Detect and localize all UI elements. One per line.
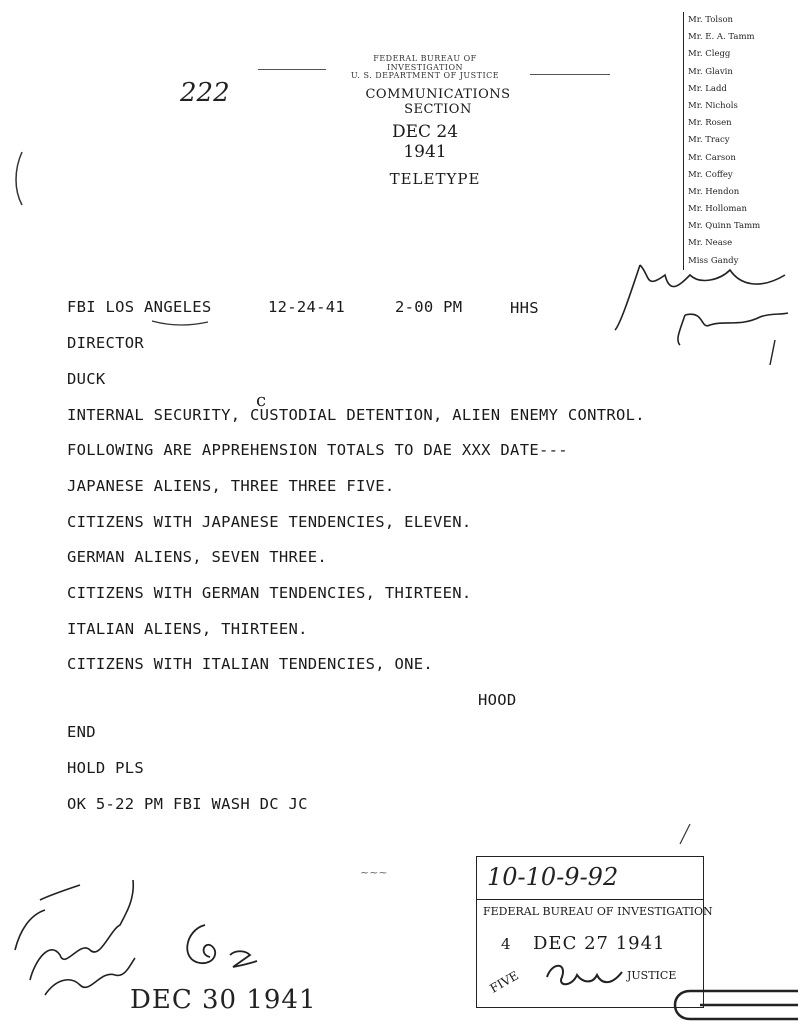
pencil-slash	[676, 822, 696, 848]
message-line: ITALIAN ALIENS, THIRTEEN.	[67, 620, 308, 638]
paperclip	[650, 985, 800, 1025]
stamp-handwritten-initials	[537, 957, 637, 997]
routing-name: Mr. Quinn Tamm	[688, 221, 761, 232]
routing-name: Mr. Rosen	[688, 118, 732, 129]
header-date: DEC 24 1941	[391, 122, 459, 162]
routing-name: Mr. Nichols	[688, 100, 738, 111]
header-section: COMMUNICATIONS SECTION	[365, 87, 511, 117]
margin-bracket-mark	[10, 150, 30, 210]
routing-name: Mr. Holloman	[688, 204, 747, 215]
message-initials: HHS	[510, 299, 539, 317]
message-line: FOLLOWING ARE APPREHENSION TOTALS TO DAE XXX DATE---	[67, 441, 568, 459]
message-line: GERMAN ALIENS, SEVEN THREE.	[67, 548, 328, 566]
message-priority: DUCK	[67, 370, 106, 388]
header-bureau: FEDERAL BUREAU OF INVESTIGATION	[373, 54, 477, 72]
message-time: 2-00 PM	[395, 298, 463, 316]
message-line: CITIZENS WITH ITALIAN TENDENCIES, ONE.	[67, 655, 434, 673]
message-line: JAPANESE ALIENS, THREE THREE FIVE.	[67, 477, 395, 495]
stamp-received-date: DEC 27 1941	[533, 933, 666, 954]
routing-name: Mr. Tolson	[688, 15, 734, 25]
routing-name: Mr. Nease	[688, 238, 733, 249]
routing-name: Mr. Coffey	[688, 169, 733, 180]
header-rule-left	[258, 69, 326, 70]
routing-name: Mr. Carson	[688, 152, 736, 163]
message-signature: HOOD	[478, 691, 517, 709]
handwritten-initials-signature	[610, 255, 800, 365]
routing-name: Mr. Hendon	[688, 186, 740, 197]
routing-name: Mr. Ladd	[688, 83, 727, 94]
handwritten-c-mark: c	[256, 390, 267, 411]
routing-name: Mr. E. A. Tamm	[688, 32, 755, 43]
routing-name: Miss Gandy	[688, 255, 739, 266]
message-end: END	[67, 723, 96, 741]
header-teletype: TELETYPE	[389, 170, 481, 188]
stamp-justice: JUSTICE	[627, 969, 677, 982]
handwritten-initial-mark	[175, 915, 265, 975]
message-line: CITIZENS WITH JAPANESE TENDENCIES, ELEVEN.	[67, 513, 472, 531]
faint-stamp-mark: ~~~	[360, 866, 388, 879]
message-origin: FBI LOS ANGELES	[67, 298, 212, 316]
header-rule-right	[530, 74, 610, 75]
routing-name: Mr. Tracy	[688, 135, 730, 146]
stamp-bureau: FEDERAL BUREAU OF INVESTIGATION	[483, 905, 713, 918]
stamp-divider	[477, 899, 703, 900]
file-number: 222	[180, 78, 230, 108]
routing-name: Mr. Glavin	[688, 66, 733, 77]
message-to: DIRECTOR	[67, 334, 145, 352]
indexed-date-stamp: DEC 30 1941	[130, 985, 317, 1015]
message-subject: INTERNAL SECURITY, CUSTODIAL DETENTION, ALIEN ENEMY CONTROL.	[67, 406, 645, 424]
underline-mark	[150, 318, 210, 328]
stamp-five: FIVE	[487, 968, 521, 996]
stamp-number: 4	[501, 935, 511, 953]
message-line: CITIZENS WITH GERMAN TENDENCIES, THIRTEEN.	[67, 584, 472, 602]
routing-name: Mr. Clegg	[688, 49, 731, 60]
header-department: U. S. DEPARTMENT OF JUSTICE	[350, 71, 500, 80]
routing-list	[683, 12, 800, 270]
message-hold: HOLD PLS	[67, 759, 145, 777]
recorded-serial: 10-10-9-92	[487, 863, 619, 891]
message-date: 12-24-41	[268, 298, 346, 316]
message-ack: OK 5-22 PM FBI WASH DC JC	[67, 795, 308, 813]
